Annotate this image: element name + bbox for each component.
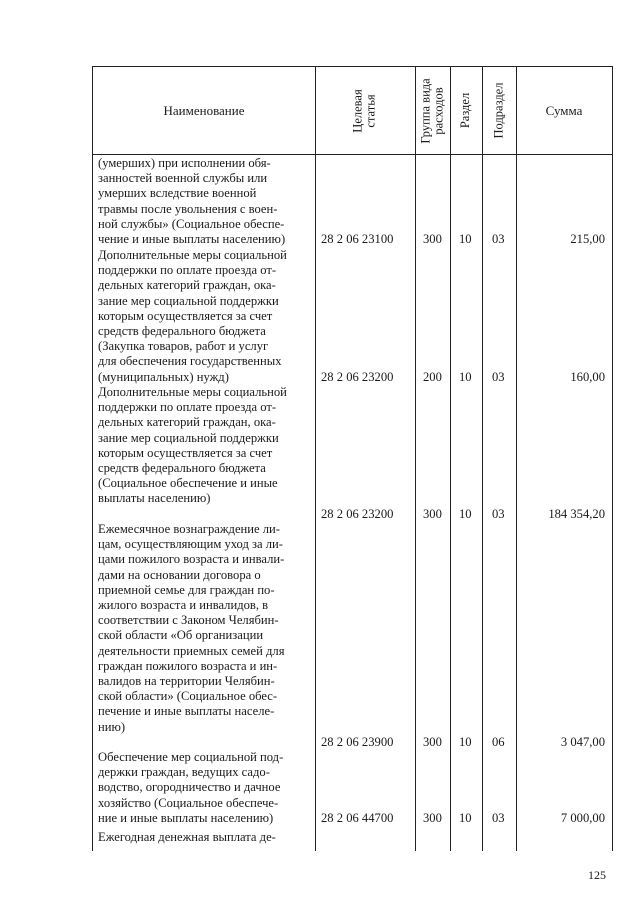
row-section: 10 — [459, 370, 472, 384]
header-group-label — [420, 78, 446, 143]
row-group: 200 — [423, 370, 442, 384]
row-target-code: 28 2 06 23100 — [321, 232, 394, 246]
row-name-line: поддержки по оплате проезда от- — [98, 263, 277, 278]
header-name-label: Наименование — [163, 102, 245, 118]
column-divider — [415, 67, 416, 851]
row-section: 10 — [459, 811, 472, 825]
row-name-line: соответствии с Законом Челябин- — [98, 613, 279, 628]
row-name-line: (муниципальных) нужд) — [98, 369, 229, 384]
row-sum: 160,00 — [570, 370, 605, 384]
row-name-line: деятельности приемных семей для — [98, 643, 285, 658]
header-sum-label: Сумма — [545, 102, 583, 118]
header-section — [450, 67, 482, 154]
row-name-line: Дополнительные меры социальной — [98, 385, 287, 399]
row-name-line: выплаты населению) — [98, 491, 211, 506]
row-name-line: ской области «Об организации — [98, 628, 264, 643]
row-name-line: держки граждан, ведущих садо- — [98, 765, 270, 780]
row-name-line: занностей военной службы или — [98, 171, 268, 186]
header-divider — [93, 154, 612, 155]
row-name-line: для обеспечения государственных — [98, 354, 282, 369]
row-name-line: Ежемесячное вознаграждение ли- — [98, 522, 280, 536]
row-target-code: 28 2 06 23200 — [321, 370, 394, 384]
row-name — [98, 830, 309, 845]
row-subsection: 03 — [492, 370, 505, 384]
row-name-line: печение и иные выплаты населе- — [98, 704, 275, 719]
row-section: 10 — [459, 507, 472, 521]
header-name — [93, 67, 315, 154]
row-name-line: Обеспечение мер социальной под- — [98, 750, 284, 764]
column-divider — [516, 67, 517, 851]
row-section: 10 — [459, 232, 472, 246]
row-sum: 3 047,00 — [560, 735, 605, 749]
row-name — [98, 248, 309, 385]
row-sum: 184 354,20 — [548, 507, 605, 521]
row-name-line: дами на основании договора о — [98, 567, 261, 582]
row-section: 10 — [459, 735, 472, 749]
row-name-line: жилого возраста и инвалидов, в — [98, 598, 269, 613]
budget-table — [92, 66, 613, 851]
header-sum — [516, 67, 612, 154]
row-group: 300 — [423, 811, 442, 825]
row-name — [98, 385, 309, 507]
row-sum: 7 000,00 — [560, 811, 605, 825]
row-target-code: 28 2 06 23200 — [321, 507, 394, 521]
column-divider — [482, 67, 483, 851]
row-name-line: цам, осуществляющим уход за ли- — [98, 537, 283, 552]
row-name-line: Дополнительные меры социальной — [98, 248, 287, 262]
row-name-line: (Социальное обеспечение и иные — [98, 476, 278, 491]
row-subsection: 03 — [492, 507, 505, 521]
page-number: 125 — [588, 868, 606, 882]
row-name-line: граждан пожилого возраста и ин- — [98, 658, 278, 673]
header-section-label: Раздел — [458, 92, 473, 129]
row-name-line: ние и иные выплаты населению) — [98, 810, 274, 825]
header-group-line: расходов — [431, 86, 446, 135]
row-name-line: (умерших) при исполнении обя- — [98, 156, 271, 170]
row-group: 300 — [423, 735, 442, 749]
column-divider — [315, 67, 316, 851]
row-name-line: умерших вследствие военной — [98, 186, 257, 201]
header-subsection-label: Подраздел — [491, 82, 506, 139]
header-target — [315, 67, 415, 154]
row-sum: 215,00 — [570, 232, 605, 246]
row-name-line: дельных категорий граждан, ока- — [98, 278, 276, 293]
row-name-line: средств федерального бюджета — [98, 461, 266, 476]
row-name-line: дельных категорий граждан, ока- — [98, 415, 276, 430]
row-subsection: 06 — [492, 735, 505, 749]
row-name-line: хозяйство (Социальное обеспече- — [98, 795, 279, 810]
column-divider — [450, 67, 451, 851]
row-name-line: которым осуществляется за счет — [98, 445, 273, 460]
row-target-code: 28 2 06 23900 — [321, 735, 394, 749]
header-group-line: Группа вида — [418, 77, 433, 144]
row-name-line: цами пожилого возраста и инвали- — [98, 552, 285, 567]
row-name-line: зание мер социальной поддержки — [98, 430, 279, 445]
row-name-line: которым осуществляется за счет — [98, 308, 273, 323]
row-name-line: приемной семье для граждан по- — [98, 582, 275, 597]
row-name-line: чение и иные выплаты населению) — [98, 232, 286, 247]
row-name-line: валидов на территории Челябин- — [98, 674, 275, 689]
header-group — [415, 67, 450, 154]
row-name-line: Ежегодная денежная выплата де- — [98, 830, 276, 844]
row-subsection: 03 — [492, 811, 505, 825]
header-target-line: Целевая — [351, 88, 365, 133]
row-name-line: ской области» (Социальное обес- — [98, 689, 278, 704]
header-target-line: статья — [364, 93, 378, 128]
row-name — [98, 750, 309, 826]
row-name-line: поддержки по оплате проезда от- — [98, 400, 277, 415]
row-target-code: 28 2 06 44700 — [321, 811, 394, 825]
row-name — [98, 156, 309, 247]
row-name — [98, 522, 309, 735]
row-name-line: нию) — [98, 719, 126, 734]
row-group: 300 — [423, 232, 442, 246]
row-subsection: 03 — [492, 232, 505, 246]
header-subsection — [482, 67, 516, 154]
header-target-label — [352, 89, 378, 132]
row-name-line: (Закупка товаров, работ и услуг — [98, 339, 269, 354]
row-name-line: зание мер социальной поддержки — [98, 293, 279, 308]
row-name-line: средств федерального бюджета — [98, 324, 266, 339]
row-group: 300 — [423, 507, 442, 521]
row-name-line: ной службы» (Социальное обеспе- — [98, 216, 285, 231]
row-name-line: водство, огородничество и дачное — [98, 780, 281, 795]
row-name-line: травмы после увольнения с воен- — [98, 201, 278, 216]
